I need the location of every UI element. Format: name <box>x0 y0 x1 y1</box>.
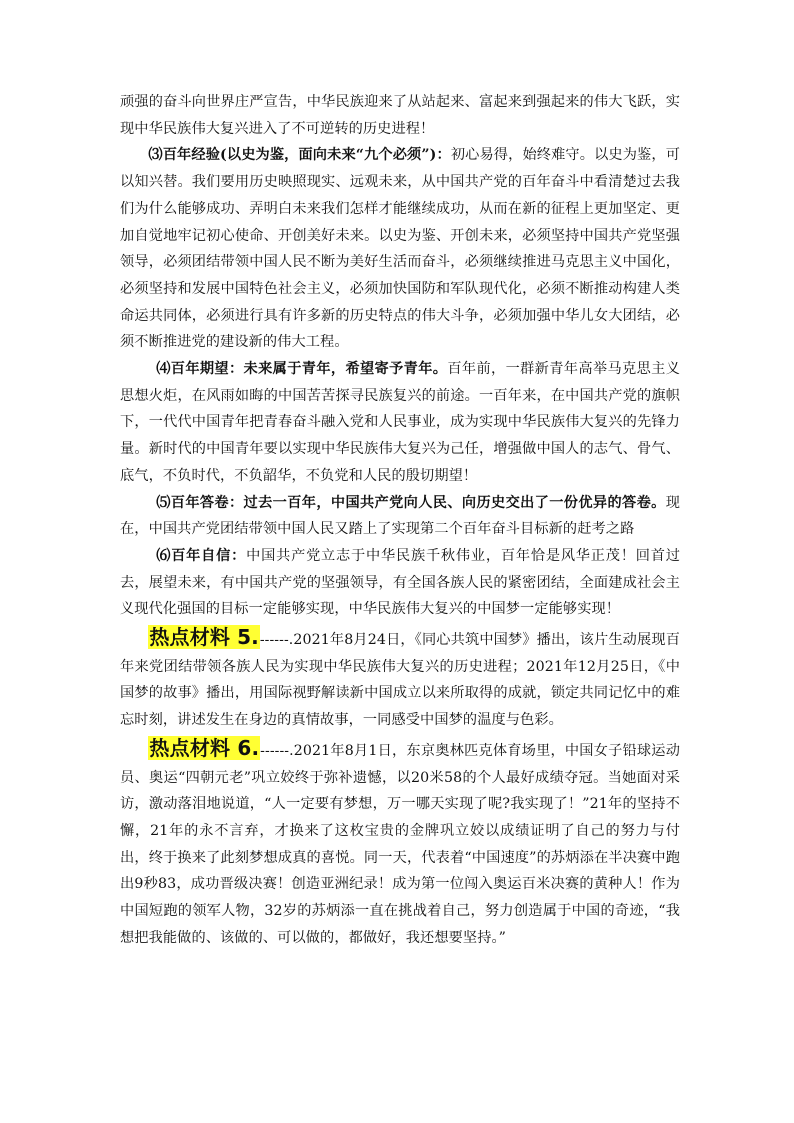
intro-paragraph: 顽强的奋斗向世界庄严宣告，中华民族迎来了从站起来、富起来到强起来的伟大飞跃，实现中华民族伟大复兴进入了不可逆转的历史进程！ <box>120 94 680 137</box>
hot-material-5-text: 2021年8月24日，《同心共筑中国梦》播出，该片生动展现百年来党团结带领各族人民为实现中华民族伟大复兴的历史进程；2021年12月25日，《中国梦的故事》播出，用国际视野解读新中国成立以来所取得的成就，锁定共同记忆中的难忘时刻，讲述发生在身边的真情故事，一同感受中国梦的温度与色彩。 <box>120 632 680 729</box>
hot-material-5-tag: 热点材料 5. <box>149 625 259 650</box>
hot-material-6-dash: ------. <box>260 742 294 759</box>
paragraph-4-label: ⑷百年期望：未来属于青年，希望寄予青年。 <box>156 361 448 378</box>
document-body <box>120 89 680 952</box>
paragraph-6 <box>120 543 680 623</box>
paragraph-6-text: 中国共产党立志于中华民族千秋伟业，百年恰是风华正茂！回首过去，展望未来，有中国共产党的坚强领导，有全国各族人民的紧密团结，全面建成社会主义现代化强国的目标一定能够实现，中华民族伟大复兴的中国梦一定能够实现！ <box>120 547 680 618</box>
paragraph-5 <box>120 490 680 543</box>
paragraph-3-label: ⑶百年经验(以史为鉴，面向未来“九个必须”)： <box>148 147 451 164</box>
paragraph-4-text: 百年前，一群新青年高举马克思主义思想火炬，在风雨如晦的中国苦苦探寻民族复兴的前途。一百年来，在中国共产党的旗帜下，一代代中国青年把青春奋斗融入党和人民事业，成为实现中华民族伟大复兴的先锋力量。新时代的中国青年要以实现中华民族伟大复兴为己任，增强做中国人的志气、骨气、底气，不负时代，不负韶华，不负党和人民的殷切期望！ <box>120 361 680 484</box>
paragraph-5-text: 现在，中国共产党团结带领中国人民又踏上了实现第二个百年奋斗目标新的赶考之路 <box>120 494 680 538</box>
hot-material-6 <box>120 734 680 952</box>
hot-material-5-dash: ------. <box>259 632 294 649</box>
paragraph-3 <box>120 142 680 356</box>
paragraph-4 <box>120 356 680 490</box>
hot-material-6-text: 2021年8月1日，东京奥林匹克体育场里，中国女子铅球运动员、奥运“四朝元老”巩立姣终于弥补遗憾，以20米58的个人最好成绩夺冠。当她面对采访，激动落泪地说道，“人一定要有梦想，万一哪天实现了呢?我实现了！”21年的坚持不懈，21年的永不言弃，才换来了这枚宝贵的金牌巩立姣以成绩证明了自己的努力与付出，终于换来了此刻梦想成真的喜悦。同一天，代表着“中国速度”的苏炳添在半决赛中跑出9秒83，成功晋级决赛！创造亚洲纪录！成为第一位闯入奥运百米决赛的黄种人！作为中国短跑的领军人物，32岁的苏炳添一直在挑战着自己，努力创造属于中国的奇迹，“我想把我能做的、该做的、可以做的，都做好，我还想要坚持。” <box>120 742 680 946</box>
paragraph-6-label: ⑹百年自信： <box>156 547 247 564</box>
paragraph-5-label: ⑸百年答卷：过去一百年，中国共产党向人民、向历史交出了一份优异的答卷。 <box>156 494 666 511</box>
hot-material-5 <box>120 623 680 734</box>
paragraph-3-text: 初心易得，始终难守。以史为鉴，可以知兴替。我们要用历史映照现实、远观未来，从中国共产党的百年奋斗中看清楚过去我们为什么能够成功、弄明白未来我们怎样才能继续成功，从而在新的征程上更加坚定、更加自觉地牢记初心使命、开创美好未来。以史为鉴、开创未来，必须坚持中国共产党坚强领导，必须团结带领中国人民不断为美好生活而奋斗，必须继续推进马克思主义中国化，必须坚持和发展中国特色社会主义，必须加快国防和军队现代化，必须不断推动构建人类命运共同体，必须进行具有许多新的历史特点的伟大斗争，必须加强中华儿女大团结，必须不断推进党的建设新的伟大工程。 <box>120 147 680 351</box>
hot-material-6-tag: 热点材料 6. <box>149 735 260 760</box>
